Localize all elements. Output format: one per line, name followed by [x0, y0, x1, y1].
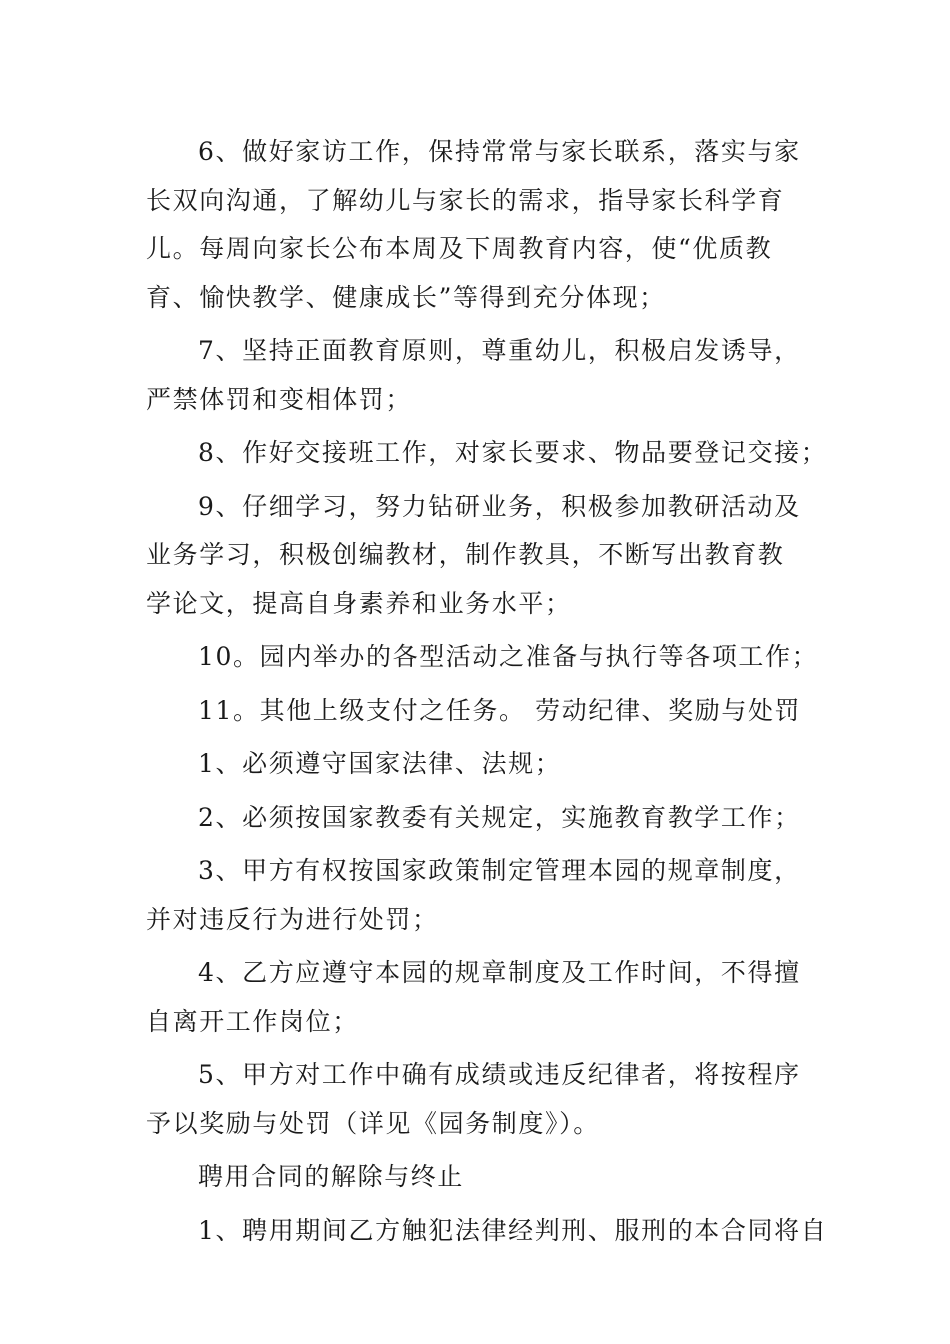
discipline-item-5: 5、甲方对工作中确有成绩或违反纪律者，将按程序予以奖励与处罚（详见《园务制度》）。 [146, 1060, 801, 1138]
discipline-item-2: 2、必须按国家教委有关规定，实施教育教学工作； [198, 802, 801, 832]
paragraph-item-10: 10。园内举办的各型活动之准备与执行等各项工作； [198, 642, 819, 671]
discipline-item-1: 1、必须遵守国家法律、法规； [198, 749, 562, 778]
discipline-item-3: 3、甲方有权按国家政策制定管理本园的规章制度，并对违反行为进行处罚； [146, 856, 801, 934]
paragraph-item-8: 8、作好交接班工作，对家长要求、物品要登记交接； [198, 438, 828, 467]
paragraph-item-6: 6、做好家访工作，保持常常与家长联系，落实与家长双向沟通，了解幼儿与家长的需求，指导家长科学育儿。每周向家长公布本周及下周教育内容，使“优质教育、愉快教学、健康成长”等得到充分体现； [146, 137, 801, 312]
termination-item-1: 1、聘用期间乙方触犯法律经判刑、服刑的本合同将自 [198, 1215, 828, 1245]
discipline-item-4: 4、乙方应遵守本园的规章制度及工作时间，不得擅自离开工作岗位； [146, 958, 801, 1036]
document-body [146, 128, 828, 1255]
paragraph-item-9: 9、仔细学习，努力钻研业务，积极参加教研活动及业务学习，积极创编教材，制作教具，不断写出教育教学论文，提高自身素养和业务水平； [146, 491, 801, 618]
section-heading: 聘用合同的解除与终止 [198, 1162, 465, 1191]
paragraph-item-11: 11。其他上级支付之任务。 劳动纪律、奖励与处罚 [198, 695, 802, 725]
paragraph-item-7: 7、坚持正面教育原则，尊重幼儿，积极启发诱导，严禁体罚和变相体罚； [146, 336, 801, 414]
